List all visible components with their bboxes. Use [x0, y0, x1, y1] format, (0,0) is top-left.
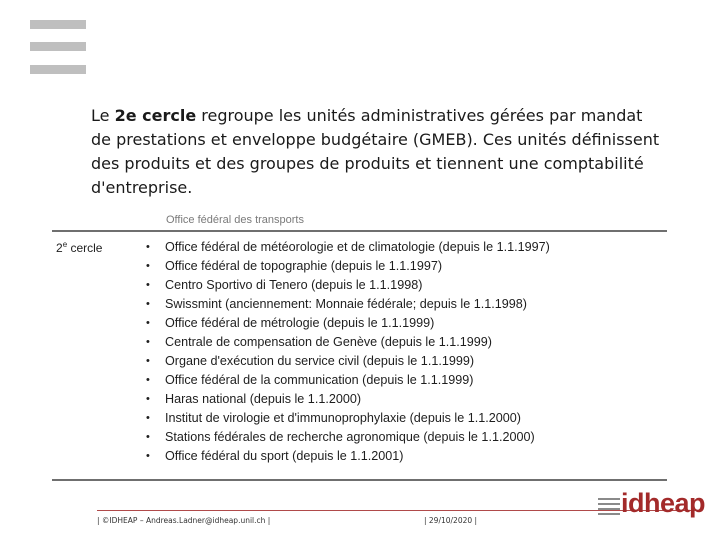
- list-item: [146, 371, 550, 390]
- bullet-icon: •: [146, 241, 150, 253]
- idheap-logo: [598, 488, 706, 524]
- menu-bar: [30, 65, 86, 74]
- list-item-text: Office fédéral de météorologie et de climatologie (depuis le 1.1.1997): [165, 240, 550, 254]
- intro-paragraph: [91, 104, 661, 200]
- bullet-icon: •: [146, 450, 150, 462]
- list-item-text: Office fédéral de la communication (depuis le 1.1.1999): [165, 373, 474, 387]
- bullet-icon: •: [146, 412, 150, 424]
- logo-text: idheap: [621, 488, 706, 518]
- bullet-icon: •: [146, 279, 150, 291]
- bullet-icon: •: [146, 298, 150, 310]
- list-item-text: Organe d'exécution du service civil (depuis le 1.1.1999): [165, 354, 475, 368]
- list-item: [146, 257, 550, 276]
- menu-bar: [30, 42, 86, 51]
- list-item: [146, 276, 550, 295]
- office-list: [146, 238, 550, 466]
- bullet-icon: •: [146, 260, 150, 272]
- footer-copyright: | ©IDHEAP – Andreas.Ladner@idheap.unil.ch |: [97, 516, 271, 525]
- list-item: [146, 447, 550, 466]
- bullet-icon: •: [146, 317, 150, 329]
- footer-date: | 29/10/2020 |: [424, 516, 478, 525]
- bullet-icon: •: [146, 355, 150, 367]
- list-item-text: Office fédéral du sport (depuis le 1.1.2001): [165, 449, 404, 463]
- list-item-text: Institut de virologie et d'immunoprophylaxie (depuis le 1.1.2000): [165, 411, 521, 425]
- bullet-icon: •: [146, 336, 150, 348]
- list-item: [146, 333, 550, 352]
- circle-number: 2: [56, 241, 63, 255]
- list-item: [146, 295, 550, 314]
- table-top-rule: [52, 230, 667, 232]
- circle-label: [56, 240, 102, 255]
- cut-table-header: Office fédéral des transports: [166, 214, 304, 226]
- list-item: [146, 409, 550, 428]
- circle-sup: e: [62, 240, 68, 249]
- list-item-text: Office fédéral de topographie (depuis le 1.1.1997): [165, 259, 443, 273]
- list-item-text: Stations fédérales de recherche agronomique (depuis le 1.1.2000): [165, 430, 535, 444]
- list-item-text: Centro Sportivo di Tenero (depuis le 1.1.1998): [165, 278, 423, 292]
- table-bottom-rule: [52, 479, 667, 481]
- menu-bar: [30, 20, 86, 29]
- list-item: [146, 428, 550, 447]
- list-item: [146, 314, 550, 333]
- list-item-text: Haras national (depuis le 1.1.2000): [165, 392, 362, 406]
- list-item-text: Office fédéral de métrologie (depuis le 1.1.1999): [165, 316, 435, 330]
- list-item-text: Swissmint (anciennement: Monnaie fédérale; depuis le 1.1.1998): [165, 297, 527, 311]
- intro-prefix: Le: [91, 106, 115, 125]
- circle-word: cercle: [67, 241, 103, 255]
- intro-bold: 2e cercle: [114, 106, 197, 125]
- bullet-icon: •: [146, 431, 150, 443]
- list-item-text: Centrale de compensation de Genève (depuis le 1.1.1999): [165, 335, 492, 349]
- bullet-icon: •: [146, 393, 150, 405]
- list-item: [146, 352, 550, 371]
- intro-rest: regroupe les unités administratives gérées par mandat de prestations et enveloppe budgétaire (GMEB). Ces unités définissent des produits et des groupes de produits et tiennent une comptabilité d'entreprise.: [91, 106, 660, 197]
- bullet-icon: •: [146, 374, 150, 386]
- list-item: [146, 238, 550, 257]
- list-item: [146, 390, 550, 409]
